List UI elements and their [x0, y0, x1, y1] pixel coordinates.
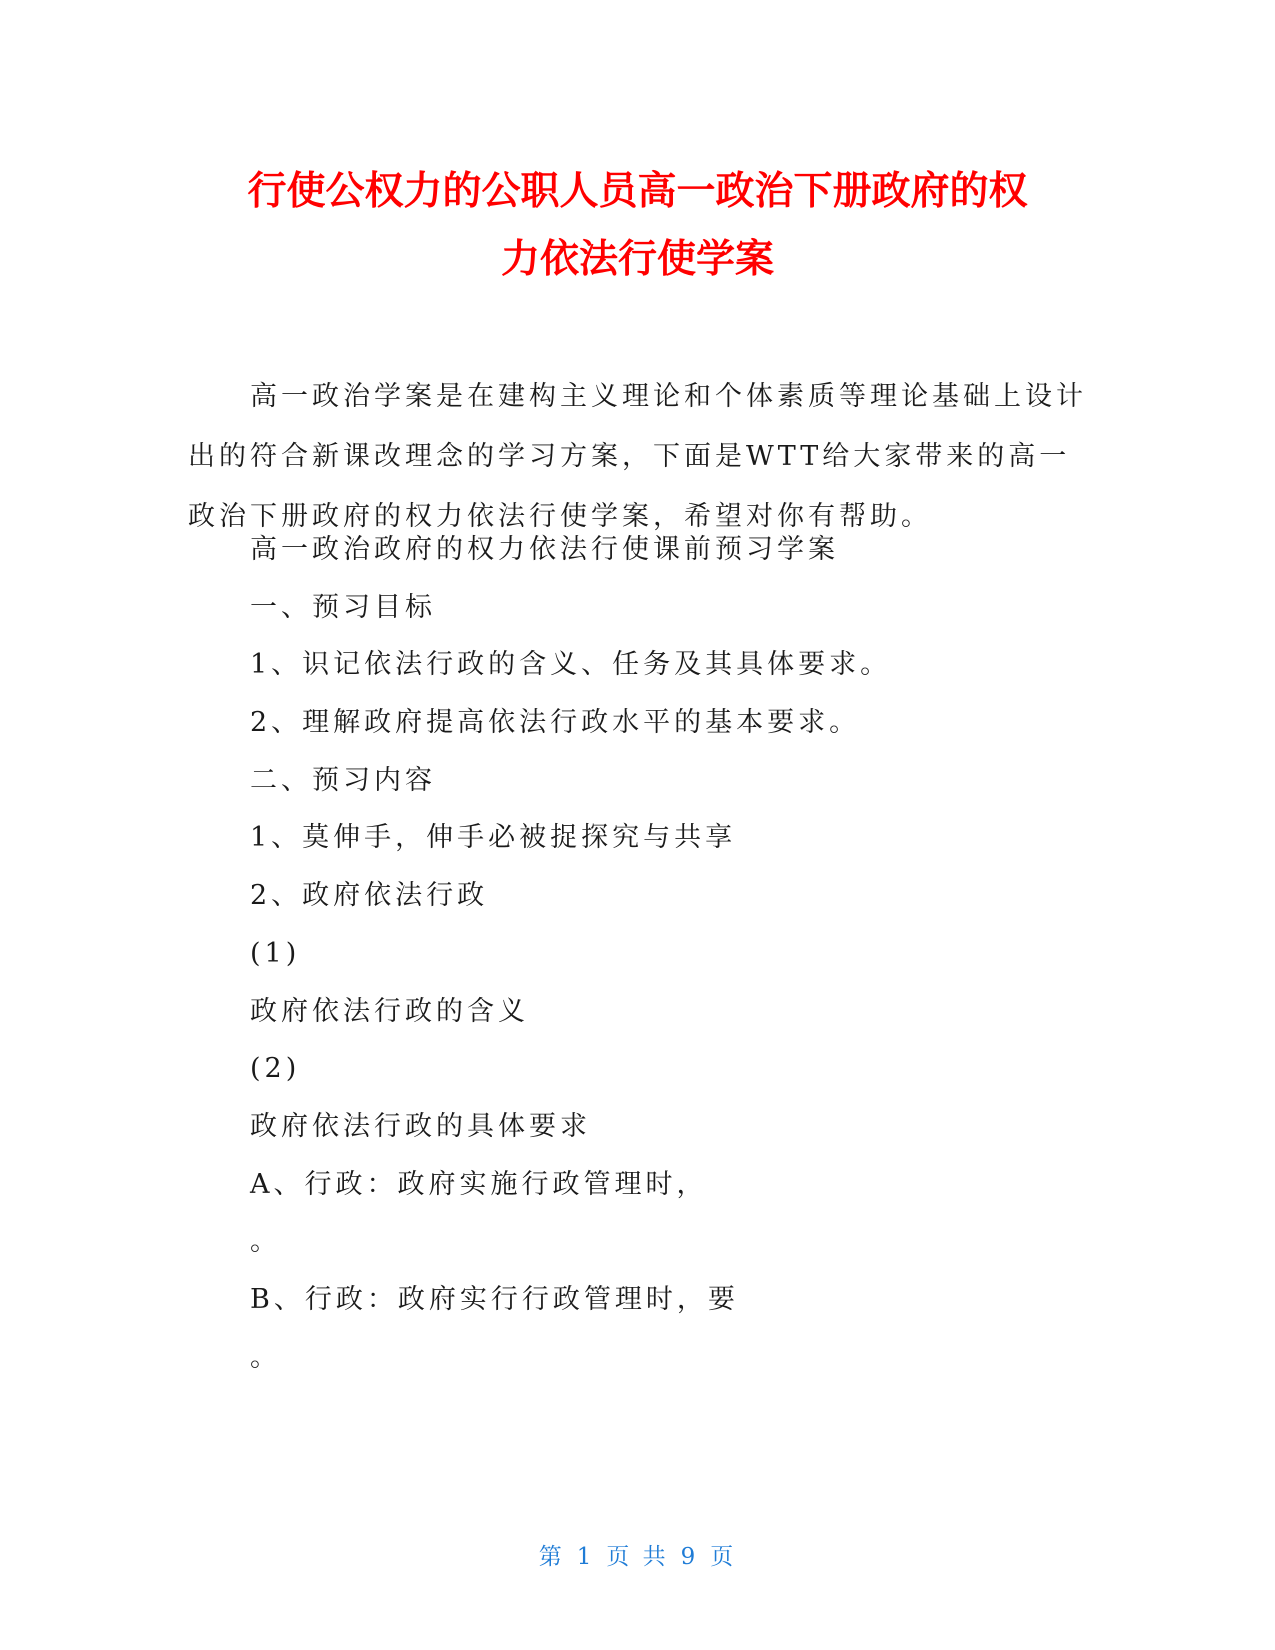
list-item: 政府依法行政的具体要求	[250, 1111, 591, 1142]
document-title-line-1: 行使公权力的公职人员高一政治下册政府的权	[247, 169, 1028, 214]
list-item: 1、莫伸手，伸手必被捉探究与共享	[250, 822, 737, 853]
list-item: 2、理解政府提高依法行政水平的基本要求。	[250, 707, 861, 738]
page-total: 9	[680, 1544, 699, 1570]
subheading-preview-content: 二、预习内容	[250, 765, 436, 796]
page-label-mid: 页 共	[606, 1544, 669, 1570]
document-title-line-2: 力依法行使学案	[500, 237, 774, 282]
list-item-blank: 。	[250, 1226, 281, 1257]
intro-paragraph: 高一政治学案是在建构主义理论和个体素质等理论基础上设计出的符合新课改理念的学习方案，下面是WTT给大家带来的高一政治下册政府的权力依法行使学案，希望对你有帮助。	[188, 381, 1087, 532]
section-heading: 高一政治政府的权力依法行使课前预习学案	[250, 534, 839, 565]
list-item-number: (2)	[250, 1053, 301, 1084]
list-item: 1、识记依法行政的含义、任务及其具体要求。	[250, 649, 892, 680]
list-item-blank: 。	[250, 1342, 281, 1373]
list-item: A、行政：政府实施行政管理时，	[250, 1169, 708, 1200]
list-item: 政府依法行政的含义	[250, 996, 529, 1027]
page-current: 1	[576, 1544, 595, 1570]
list-item: B、行政：政府实行行政管理时，要	[250, 1284, 739, 1315]
page-label-suffix: 页	[710, 1544, 737, 1570]
page-footer	[0, 1538, 1275, 1571]
list-item-number: (1)	[250, 938, 301, 969]
page-label-prefix: 第	[538, 1544, 565, 1570]
list-item: 2、政府依法行政	[250, 880, 489, 911]
subheading-preview-goals: 一、预习目标	[250, 592, 436, 623]
